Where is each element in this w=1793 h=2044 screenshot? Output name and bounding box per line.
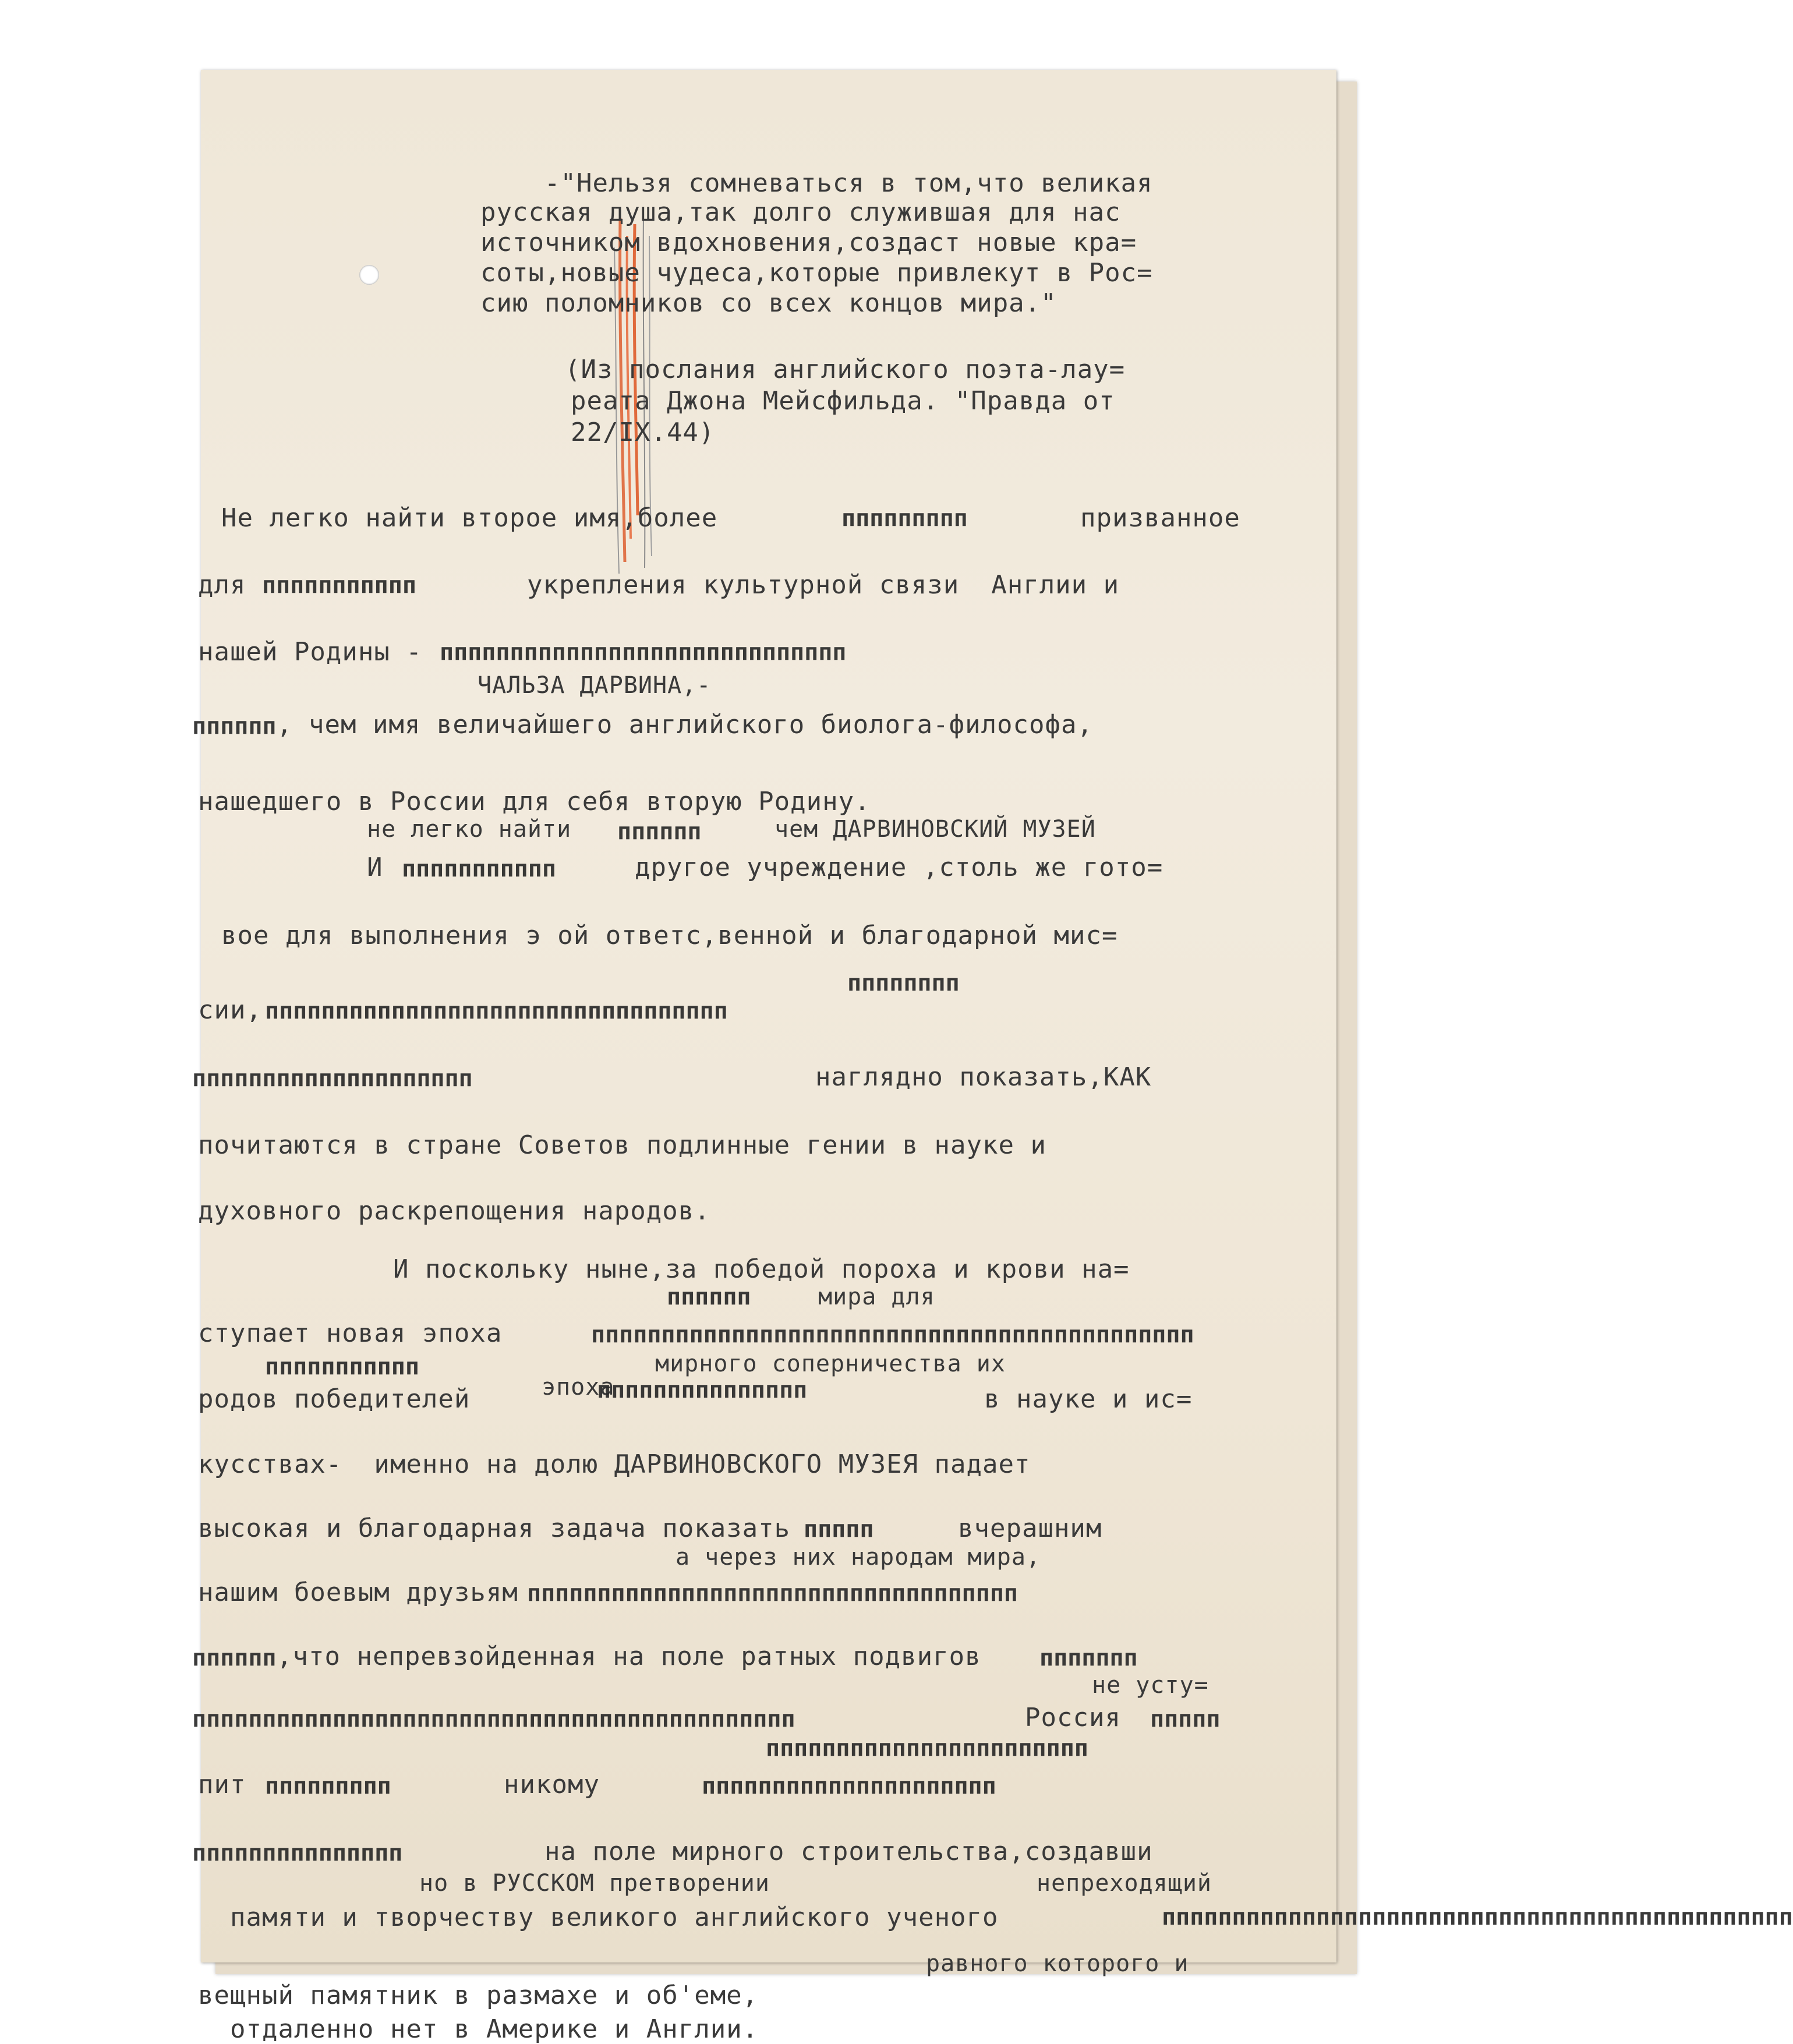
- insert-line: непреходящий: [1037, 1870, 1212, 1897]
- epigraph-source-1: (Из послания английского поэта-лау=: [565, 355, 1126, 384]
- body-line-21: на поле мирного строительства,создавши: [544, 1837, 1153, 1866]
- strikeout: ппппп: [1150, 1706, 1221, 1732]
- strikeout: ппппппппппппппппппппппппппппппппппп: [527, 1580, 1018, 1607]
- strikeout: ппппппппп: [265, 1773, 391, 1799]
- strikeout: ппппппппппппппппппппппппппппппппппппппппппп: [591, 1321, 1194, 1348]
- body-line-14: родов победителей: [198, 1384, 471, 1414]
- insert-line: ЧАЛЬЗА ДАРВИНА,-: [478, 672, 712, 699]
- body-line-2-start: для: [198, 570, 246, 600]
- body-line-1: Не легко найти второе имя,более: [221, 503, 718, 533]
- body-line-16-end: вчерашним: [958, 1513, 1102, 1543]
- strikeout: ппппппппппппппппппппппппппппппппп: [265, 998, 728, 1024]
- body-line-12: И поскольку ныне,за победой пороха и крови на=: [393, 1254, 1130, 1284]
- insert-line: не легко найти: [367, 816, 572, 843]
- strikeout: ппппппп: [1039, 1645, 1138, 1671]
- body-line-6-start: И: [367, 853, 383, 882]
- strikeout: ппппп: [804, 1516, 874, 1543]
- body-line-2: укрепления культурной связи Англии и: [527, 570, 1120, 600]
- insert-line: мирного соперничества их: [655, 1350, 1006, 1377]
- body-line-14-end: в науке и ис=: [984, 1384, 1193, 1414]
- insert-line: но в РУССКОМ претворении: [419, 1870, 770, 1897]
- body-line-11: духовного раскрепощения народов.: [198, 1196, 710, 1226]
- strikeout: ппппппппппп: [265, 1353, 419, 1380]
- strikeout: ппппппппппппппппппппппп: [766, 1735, 1088, 1762]
- body-line-20: пит: [198, 1770, 246, 1799]
- strikeout: ппппппппппппппппппппп: [702, 1773, 996, 1799]
- body-line-20-mid: никому: [504, 1770, 600, 1799]
- body-line-22: памяти и творчеству великого английского ученого: [230, 1902, 999, 1932]
- body-line-24: отдаленно нет в Америке и Англии.: [230, 2014, 759, 2044]
- strikeout: ппппппппппп: [402, 855, 556, 882]
- strikeout: пппппп: [192, 713, 277, 740]
- body-line-3: нашей Родины -: [198, 637, 422, 667]
- strikeout: пппппп: [667, 1283, 751, 1310]
- body-line-13: ступает новая эпоха: [198, 1318, 503, 1348]
- typed-page: [192, 70, 1793, 2044]
- epigraph-line-5: сию поломников со всех концов мира.": [480, 288, 1057, 318]
- epigraph-line-4: соты,новые чудеса,которые привлекут в Рос=: [480, 258, 1153, 288]
- body-line-18: ,что непревзойденная на поле ратных подвигов: [277, 1642, 981, 1671]
- body-line-1-end: призванное: [1080, 503, 1240, 533]
- body-line-8-start: сии,: [198, 995, 262, 1025]
- insert-line: равного которого и: [926, 1950, 1189, 1977]
- body-line-23: вещный памятник в размахе и об'еме,: [198, 1981, 759, 2010]
- strikeout: пппппппп: [847, 970, 960, 996]
- strikeout: ппппппппппппппп: [597, 1377, 808, 1403]
- body-line-5: нашедшего в России для себя вторую Родину.: [198, 787, 871, 816]
- body-line-17: нашим боевым друзьям: [198, 1578, 518, 1607]
- strikeout: ппппппппппппппп: [192, 1840, 403, 1866]
- epigraph-line-2: русская душа,так долго служившая для нас: [480, 197, 1121, 227]
- body-line-7: вое для выполнения э ой ответс,венной и благодарной мис=: [221, 921, 1118, 950]
- epigraph-line-1: -"Нельзя сомневаться в том,что великая: [544, 168, 1153, 198]
- strikeout: ппппппппппппппппппппппппппппп: [440, 639, 847, 666]
- strikeout: ппппппппп: [841, 505, 968, 532]
- body-line-4: , чем имя величайшего английского биолога-философа,: [277, 710, 1094, 740]
- strikeout: ппппппппппп: [262, 572, 416, 599]
- epigraph-source-2: реата Джона Мейсфильда. "Правда от: [571, 386, 1115, 416]
- body-line-15: кусствах- именно на долю ДАРВИНОВСКОГО МУЗЕЯ падает: [198, 1449, 1031, 1479]
- insert-line: а через них народам мира,: [676, 1544, 1041, 1571]
- insert-line: не усту=: [1092, 1672, 1209, 1699]
- insert-line: чем ДАРВИНОВСКИЙ МУЗЕЙ: [775, 816, 1096, 843]
- body-line-19: Россия: [1025, 1703, 1121, 1732]
- body-line-16: высокая и благодарная задача показать: [198, 1513, 791, 1543]
- body-line-6: другое учреждение ,столь же гото=: [635, 853, 1163, 882]
- body-line-10: почитаются в стране Советов подлинные гении в науке и: [198, 1130, 1046, 1160]
- strikeout: пппппп: [192, 1645, 277, 1671]
- insert-line: эпоха: [542, 1374, 615, 1401]
- punch-hole: [359, 265, 379, 285]
- epigraph-line-3: источником вдохновения,создаст новые кра=: [480, 228, 1137, 257]
- strikeout: пппппп: [617, 818, 702, 845]
- insert-line: мира для: [818, 1283, 935, 1310]
- strikeout: ппппппппппппппппппппппппппппппппппппппппппппп: [1162, 1904, 1793, 1930]
- body-line-9: наглядно показать,КАК: [815, 1062, 1152, 1092]
- strikeout: ппппппппппппппппппппппппппппппппппппппппппп: [192, 1706, 795, 1732]
- epigraph-source-3: 22/IX.44): [571, 418, 715, 447]
- strikeout: пппппппппппппппппппп: [192, 1065, 473, 1092]
